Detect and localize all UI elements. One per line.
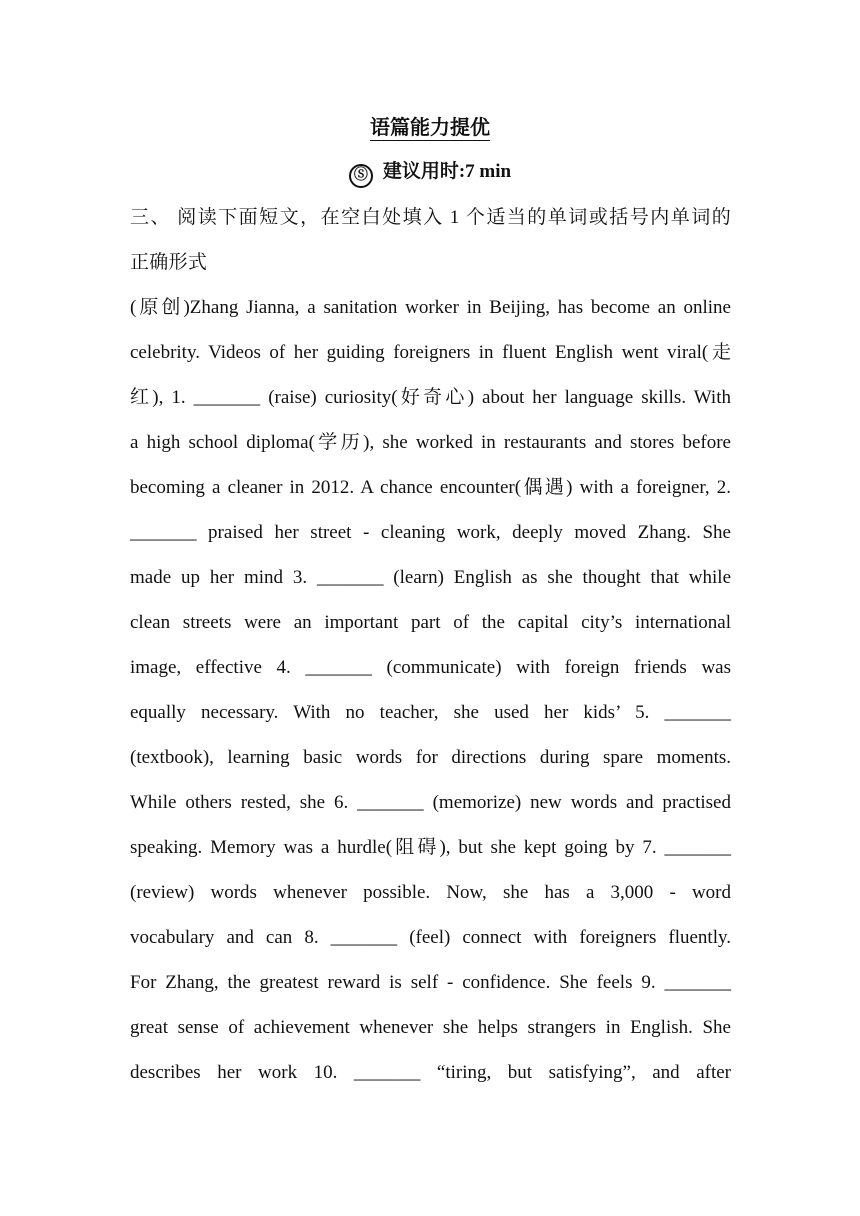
passage-line: While others rested, she 6. _______ (memorize) new words and practised	[130, 792, 731, 813]
passage-line: describes her work 10. _______ “tiring, but satisfying”, and after	[130, 1062, 731, 1083]
passage-line: _______ praised her street - cleaning work, deeply moved Zhang. She	[130, 522, 731, 543]
passage-line: image, effective 4. _______ (communicate) with foreign friends was	[130, 657, 731, 678]
passage-line: a high school diploma(学历), she worked in restaurants and stores before	[130, 432, 731, 453]
passage-line: great sense of achievement whenever she helps strangers in English. She	[130, 1017, 731, 1038]
passage-line: becoming a cleaner in 2012. A chance encounter(偶遇) with a foreigner, 2.	[130, 477, 731, 498]
clock-s-icon: Ⓢ	[349, 164, 373, 188]
passage	[130, 285, 731, 1095]
passage-line: (原创)Zhang Jianna, a sanitation worker in Beijing, has become an online	[130, 297, 731, 318]
passage-line: made up her mind 3. _______ (learn) English as she thought that while	[130, 567, 731, 588]
suggested-time	[0, 158, 860, 188]
passage-line: speaking. Memory was a hurdle(阻碍), but she kept going by 7. _______	[130, 837, 731, 858]
passage-line: (textbook), learning basic words for directions during spare moments.	[130, 747, 731, 768]
passage-line: 红), 1. _______ (raise) curiosity(好奇心) about her language skills. With	[130, 387, 731, 408]
instruction-line-1: 三、 阅读下面短文，在空白处填入 1 个适当的单词或括号内单词的	[130, 207, 731, 228]
section-title	[0, 114, 860, 142]
passage-line: (review) words whenever possible. Now, she has a 3,000 - word	[130, 882, 731, 903]
exercise-body	[130, 195, 731, 1095]
suggested-time-text: 建议用时:7 min	[382, 161, 512, 182]
passage-line: celebrity. Videos of her guiding foreigners in fluent English went viral(走	[130, 342, 731, 363]
section-title-text: 语篇能力提优	[370, 117, 490, 139]
passage-line: equally necessary. With no teacher, she used her kids’ 5. _______	[130, 702, 731, 723]
passage-line: vocabulary and can 8. _______ (feel) connect with foreigners fluently.	[130, 927, 731, 948]
instruction-line-2: 正确形式	[130, 252, 208, 273]
passage-line: clean streets were an important part of the capital city’s international	[130, 612, 731, 633]
passage-line: For Zhang, the greatest reward is self - confidence. She feels 9. _______	[130, 972, 731, 993]
